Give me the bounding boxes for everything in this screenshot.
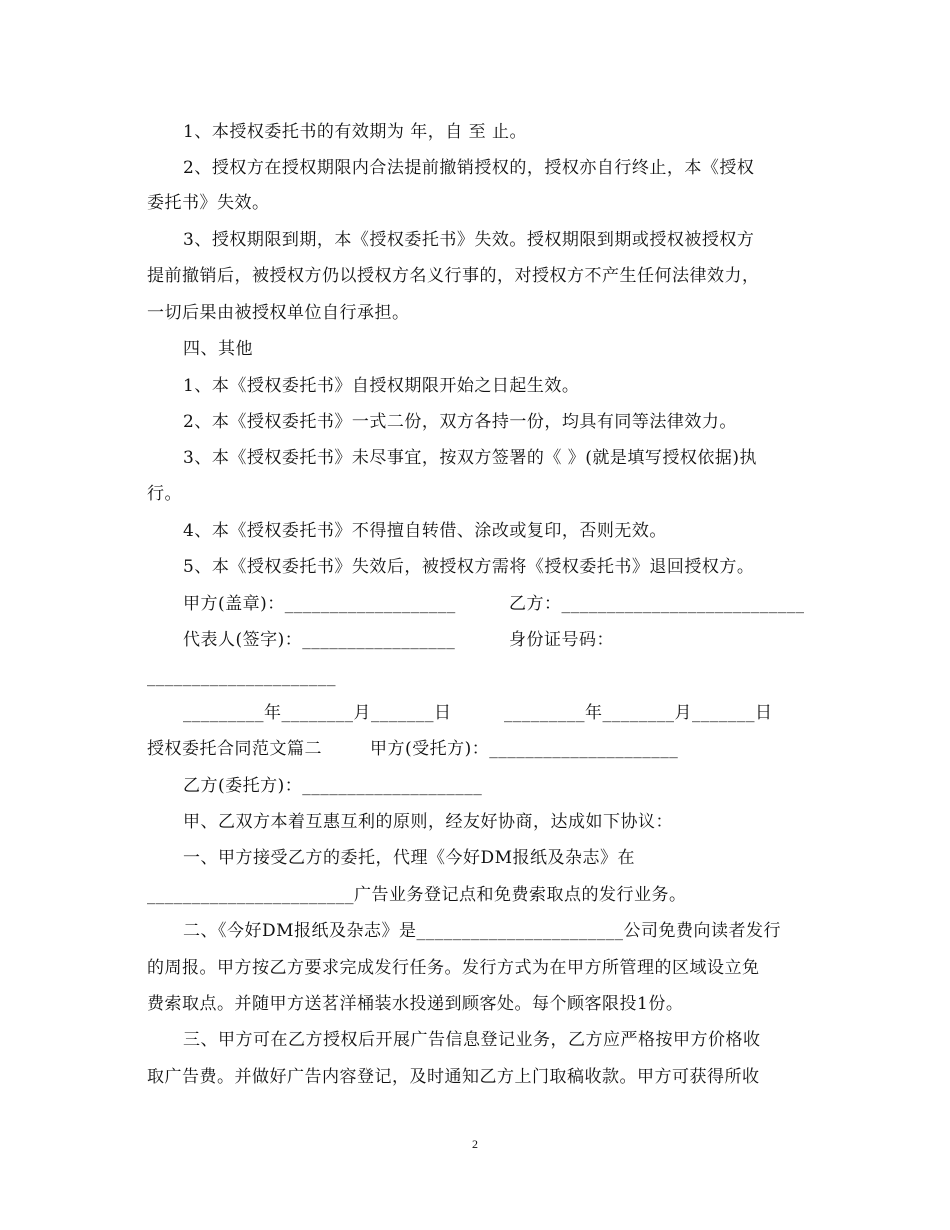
expiry-clause-line2: 提前撤销后，被授权方仍以授权方名义行事的，对授权方不产生任何法律效力， <box>147 266 760 286</box>
id-number-blank: _____________________ <box>147 667 336 687</box>
party-b-date: _________年________月_______日 <box>504 703 773 723</box>
clause-one-line2: _______________________广告业务登记点和免费索取点的发行业务。 <box>147 885 687 905</box>
expiry-clause-line3: 一切后果由被授权单位自行承担。 <box>147 303 410 323</box>
clause-three-line1: 三、甲方可在乙方授权后开展广告信息登记业务，乙方应严格按甲方价格收 <box>183 1030 761 1050</box>
other-clause-1: 1、本《授权委托书》自授权期限开始之日起生效。 <box>183 376 580 396</box>
other-clause-3-line1: 3、本《授权委托书》未尽事宜，按双方签署的《 》(就是填写授权依据)执 <box>183 448 757 468</box>
expiry-clause-line1: 3、授权期限到期，本《授权委托书》失效。授权期限到期或授权被授权方 <box>183 230 755 250</box>
party-a-trustee-field: 甲方(受托方)：_____________________ <box>370 739 679 759</box>
party-b-principal-field: 乙方(委托方)：____________________ <box>183 776 483 796</box>
clause-three-line2: 取广告费。并做好广告内容登记，及时通知乙方上门取稿收款。甲方可获得所收 <box>147 1067 760 1087</box>
party-b-field: 乙方：___________________________ <box>509 594 805 614</box>
clause-two-line2: 的周报。甲方按乙方要求完成发行任务。发行方式为在甲方所管理的区域设立免 <box>147 958 760 978</box>
other-clause-3-line2: 行。 <box>147 484 182 504</box>
other-clause-4: 4、本《授权委托书》不得擅自转借、涂改或复印，否则无效。 <box>183 521 667 541</box>
id-number-label: 身份证号码： <box>509 630 614 650</box>
agreement-preamble: 甲、乙双方本着互惠互利的原则，经友好协商，达成如下协议： <box>183 812 673 832</box>
representative-signature-field: 代表人(签字)：_________________ <box>183 630 456 650</box>
other-clause-5: 5、本《授权委托书》失效后，被授权方需将《授权委托书》退回授权方。 <box>183 557 755 577</box>
revocation-clause-line2: 委托书》失效。 <box>147 193 270 213</box>
page-number: 2 <box>472 1137 478 1151</box>
section-heading-other: 四、其他 <box>183 339 253 359</box>
party-a-seal-field: 甲方(盖章)：___________________ <box>183 594 456 614</box>
revocation-clause-line1: 2、授权方在授权期限内合法提前撤销授权的，授权亦自行终止，本《授权 <box>183 158 755 178</box>
contract-title-part-two: 授权委托合同范文篇二 <box>147 739 322 759</box>
party-a-date: _________年________月_______日 <box>183 703 452 723</box>
clause-one-line1: 一、甲方接受乙方的委托，代理《今好DM报纸及杂志》在 <box>183 848 636 868</box>
other-clause-2: 2、本《授权委托书》一式二份，双方各持一份，均具有同等法律效力。 <box>183 412 737 432</box>
clause-two-line1: 二、《今好DM报纸及杂志》是_______________________公司免费向读者发行 <box>183 921 782 941</box>
validity-clause: 1、本授权委托书的有效期为 年，自 至 止。 <box>183 122 528 142</box>
clause-two-line3: 费索取点。并随甲方送茗洋桶装水投递到顾客处。每个顾客限投1份。 <box>147 994 684 1014</box>
